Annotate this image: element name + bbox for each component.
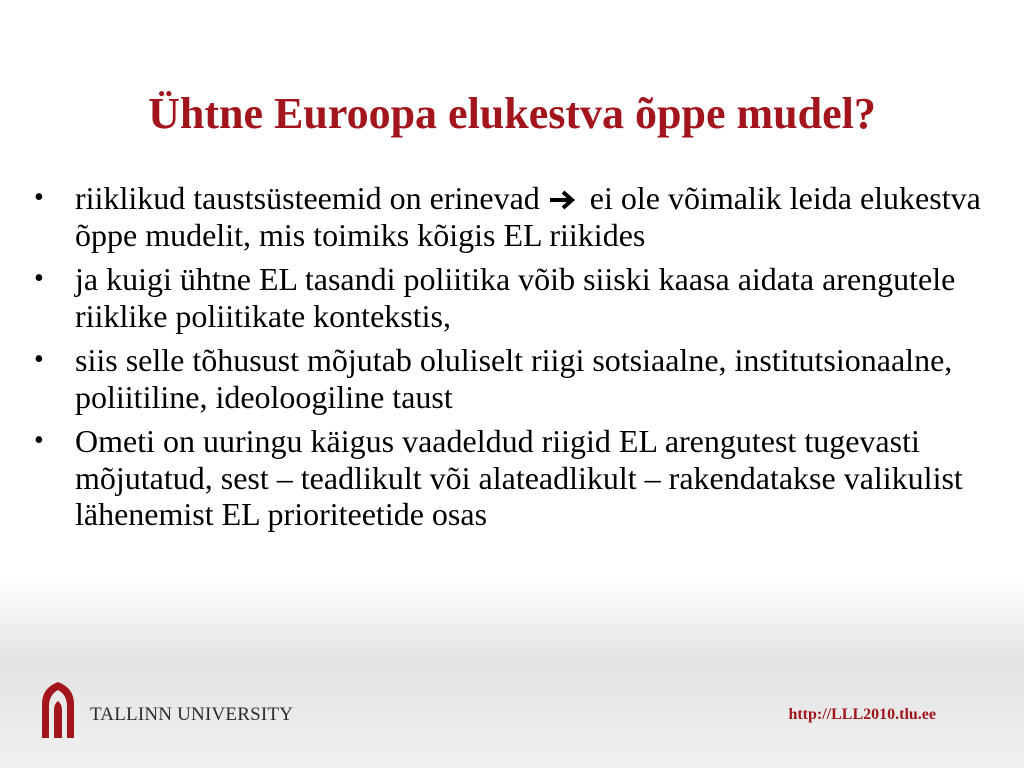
bullet-marker: • [34,182,44,213]
slide-title: Ühtne Euroopa elukestva õppe mudel? [148,89,876,138]
footer-url-link[interactable]: http://LLL2010.tlu.ee [788,706,936,723]
bullet-list [28,180,1003,541]
bullet-text: Ometi on uuringu käigus vaadeldud riigid EL arengutest tugevasti mõjutatud, sest – teadlikult või alateadlikult – rakendatakse valikulist lähenemist EL prioriteetide osas [75,423,963,532]
bullet-text: siis selle tõhusust mõjutab oluliselt riigi sotsiaalne, institutsionaalne, poliitiline, ideoloogiline taust [75,342,953,415]
bullet-text-part: ei ole võimalik leida elukestva õppe mudelit, mis toimiks kõigis EL riikides [75,180,981,253]
gothic-arch-logo-icon [38,680,78,740]
bullet-text-part: riiklikud taustsüsteemid on erinevad [75,180,540,216]
right-arrow-icon [550,189,578,211]
bullet-text: ja kuigi ühtne EL tasandi poliitika võib siiski kaasa aidata arengutele riiklike poliitikate kontekstis, [75,261,956,334]
bullet-marker: • [34,344,44,375]
bullet-item [28,423,1003,533]
logo-wordmark: TALLINN UNIVERSITY [90,704,294,725]
university-logo [38,680,318,740]
bullet-marker: • [34,263,44,294]
bullet-marker: • [34,425,44,456]
bullet-item [28,342,1003,415]
bullet-item [28,180,1003,253]
bullet-item [28,261,1003,334]
